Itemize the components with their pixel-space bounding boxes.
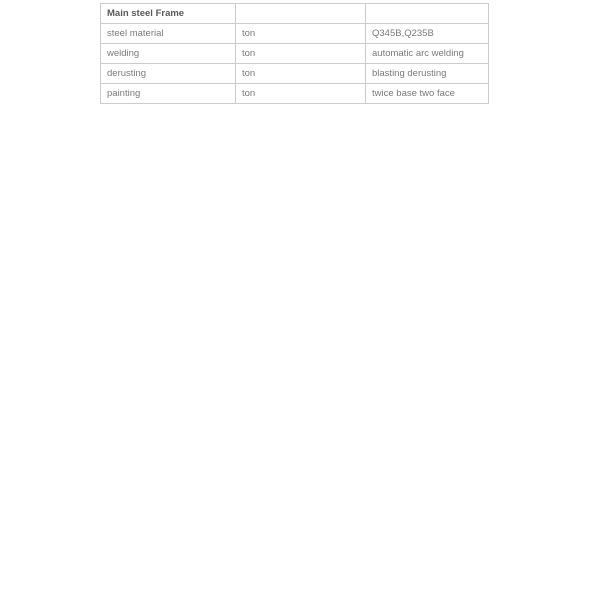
value-cell: twice base two face <box>366 84 489 104</box>
value-cell: Q345B,Q235B <box>366 24 489 44</box>
spec-row <box>101 24 489 44</box>
table-title: Main steel Frame <box>101 4 236 24</box>
spec-row <box>101 44 489 64</box>
spec-row <box>101 64 489 84</box>
empty-cell <box>236 4 366 24</box>
item-cell: steel material <box>101 24 236 44</box>
unit-cell: ton <box>236 64 366 84</box>
item-cell: painting <box>101 84 236 104</box>
unit-cell: ton <box>236 24 366 44</box>
item-cell: derusting <box>101 64 236 84</box>
unit-cell: ton <box>236 84 366 104</box>
item-cell: welding <box>101 44 236 64</box>
value-cell: blasting derusting <box>366 64 489 84</box>
spec-row <box>101 84 489 104</box>
table-header-row <box>101 4 489 24</box>
unit-cell: ton <box>236 44 366 64</box>
value-cell: automatic arc welding <box>366 44 489 64</box>
main-steel-frame-table <box>100 3 489 104</box>
empty-cell <box>366 4 489 24</box>
